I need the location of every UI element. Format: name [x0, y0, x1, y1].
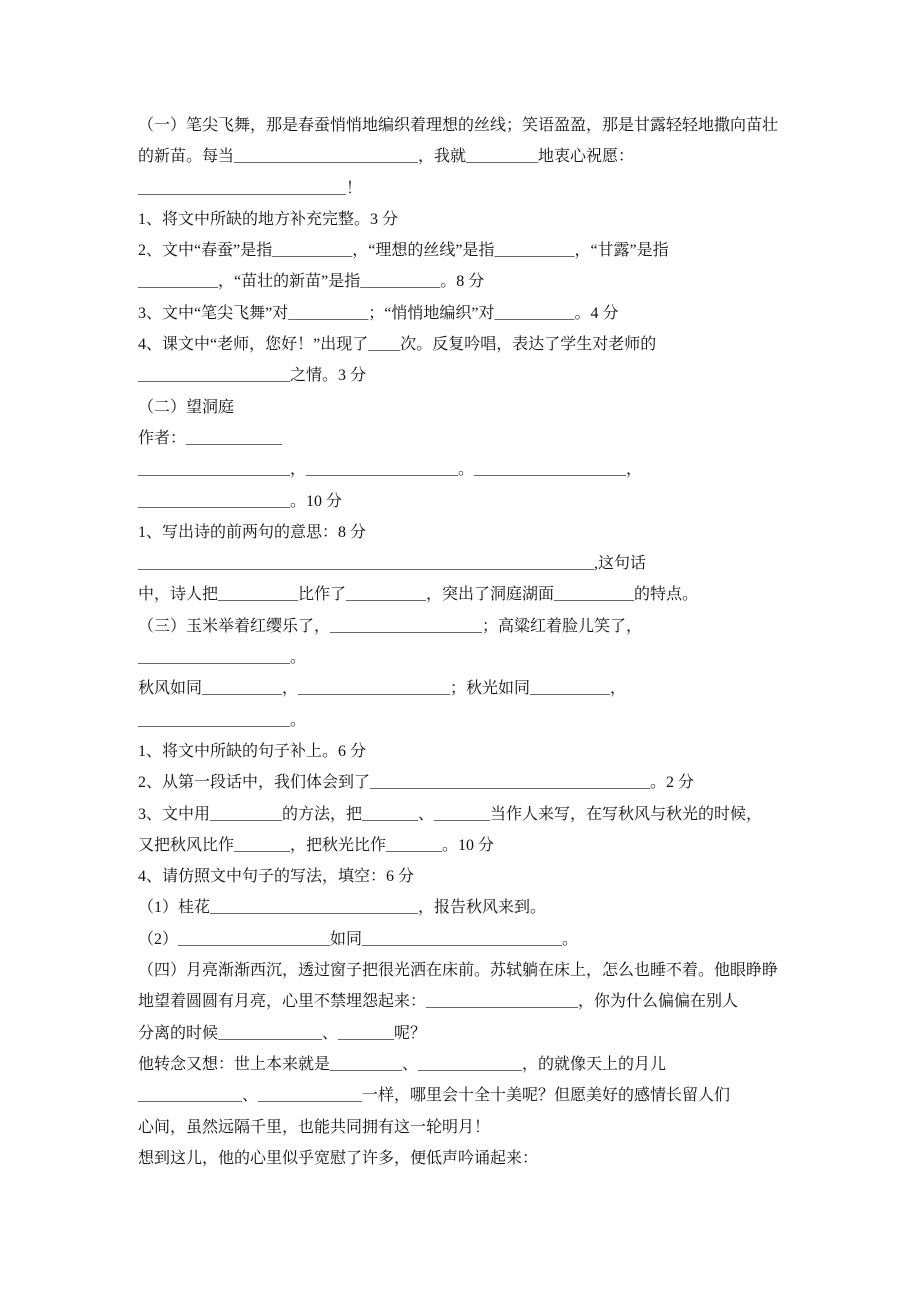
answer-blank: _______________________	[234, 148, 419, 166]
text-segment: 3、文中“笔尖飞舞”对	[138, 304, 289, 322]
answer-blank: __________	[202, 680, 283, 698]
text-segment: ！	[346, 179, 363, 197]
answer-blank: ___________________	[138, 492, 290, 510]
text-segment: 3、文中用	[138, 805, 211, 823]
text-line	[138, 238, 788, 269]
answer-blank: __________	[554, 586, 635, 604]
answer-blank: ___________________	[178, 930, 331, 948]
answer-blank: _______	[338, 1024, 395, 1042]
text-segment: 心间，虽然远隔千里，也能共同拥有这一轮明月！	[138, 1118, 491, 1136]
answer-blank: ___________________	[330, 617, 483, 635]
answer-blank: _______	[434, 805, 491, 823]
text-segment: ，“苗壮的新苗”是指	[218, 273, 361, 291]
answer-blank: ___________________	[298, 680, 451, 698]
text-line	[138, 1021, 788, 1052]
text-segment: ；秋光如同	[450, 680, 531, 698]
text-segment: ,这句话	[594, 555, 647, 573]
text-segment: 呢？	[394, 1024, 427, 1042]
text-segment: 秋风如同	[138, 680, 203, 698]
answer-blank: _________	[466, 148, 539, 166]
answer-blank: ___________________	[138, 367, 290, 385]
text-line	[138, 269, 788, 300]
text-segment: ，突出了洞庭湖面	[426, 586, 555, 604]
text-segment: 。4 分	[574, 304, 619, 322]
text-line	[138, 551, 788, 582]
text-line	[138, 1146, 788, 1177]
text-segment: 中，诗人把	[138, 586, 219, 604]
text-segment: 4、请仿照文中句子的写法，填空：6 分	[138, 868, 415, 886]
text-line	[138, 739, 788, 770]
text-segment: （1）桂花	[138, 899, 211, 917]
text-segment: 他转念又想：世上本来就是	[138, 1055, 331, 1073]
text-segment: 次。反复吟唱，表达了学生对老师的	[400, 336, 657, 354]
text-segment: （四）月亮渐渐西沉，透过窗子把很光洒在床前。苏轼躺在床上，怎么也睡不着。他眼睁睁	[138, 962, 779, 980]
text-line	[138, 958, 788, 989]
text-line	[138, 645, 788, 676]
text-segment: ，“甘露”是指	[574, 242, 669, 260]
text-segment: 分离的时候	[138, 1024, 219, 1042]
text-segment: 1、将文中所缺的地方补充完整。3 分	[138, 210, 399, 228]
answer-blank: __________	[530, 680, 611, 698]
answer-blank: __________________________	[210, 899, 419, 917]
text-segment: ；高粱红着脸儿笑了，	[482, 617, 643, 635]
text-line	[138, 833, 788, 864]
text-segment: 1、将文中所缺的句子补上。6 分	[138, 742, 367, 760]
text-segment: ，的就像天上的月儿	[522, 1055, 667, 1073]
text-segment: 比作了	[298, 586, 347, 604]
text-line	[138, 489, 788, 520]
text-segment: ；“悄悄地编织”对	[368, 304, 495, 322]
text-segment: 4、课文中“老师，您好！”出现了	[138, 336, 369, 354]
text-segment: 地望着圆圆有月亮，心里不禁埋怨起来：	[138, 993, 427, 1011]
answer-blank: ___________________	[138, 461, 290, 479]
text-line	[138, 582, 788, 613]
answer-blank: __________	[346, 586, 427, 604]
answer-blank: ____________	[186, 429, 283, 447]
answer-blank: ___________________	[138, 649, 290, 667]
text-segment: 如同	[330, 930, 363, 948]
answer-blank: ___________________	[138, 711, 290, 729]
text-segment: ，	[626, 461, 643, 479]
text-segment: ，我就	[418, 148, 467, 166]
text-line	[138, 520, 788, 551]
text-segment: 一样，哪里会十全十美呢？但愿美好的感情长留人们	[362, 1087, 731, 1105]
answer-blank: _____________	[258, 1087, 363, 1105]
text-line	[138, 1052, 788, 1083]
text-segment: 、	[242, 1087, 259, 1105]
answer-blank: __________________________	[138, 179, 346, 197]
text-segment: （2）	[138, 930, 179, 948]
text-line	[138, 676, 788, 707]
text-line	[138, 770, 788, 801]
answer-blank: _______	[234, 836, 291, 854]
text-line	[138, 802, 788, 833]
text-segment: ，	[282, 680, 299, 698]
text-segment: 。8 分	[440, 273, 485, 291]
text-segment: 。10 分	[290, 492, 343, 510]
text-segment: 的新苗。每当	[138, 148, 235, 166]
text-segment: ，	[290, 461, 307, 479]
text-segment: ，把秋光比作	[290, 836, 387, 854]
answer-blank: ___________________	[426, 993, 579, 1011]
text-segment: ，“理想的丝线”是指	[352, 242, 495, 260]
text-line	[138, 1115, 788, 1146]
answer-blank: _________________________________________________________	[138, 555, 594, 573]
text-segment: 的方法，把	[282, 805, 363, 823]
text-line	[138, 614, 788, 645]
answer-blank: __________	[218, 586, 299, 604]
text-segment: ，你为什么偏偏在别人	[578, 993, 739, 1011]
text-segment: 。	[458, 461, 475, 479]
answer-blank: __________	[272, 242, 353, 260]
text-segment: 地衷心祝愿：	[538, 148, 635, 166]
text-line	[138, 363, 788, 394]
text-line	[138, 113, 788, 144]
answer-blank: _______	[386, 836, 443, 854]
answer-blank: _________	[330, 1055, 403, 1073]
text-segment: 。2 分	[650, 774, 695, 792]
answer-blank: ___________________	[306, 461, 459, 479]
answer-blank: __________	[360, 273, 441, 291]
answer-blank: __________	[138, 273, 218, 291]
answer-blank: ___________________	[474, 461, 627, 479]
text-line	[138, 395, 788, 426]
answer-blank: _______	[362, 805, 419, 823]
answer-blank: __________	[288, 304, 369, 322]
text-segment: 、	[418, 805, 435, 823]
text-segment: 、	[322, 1024, 339, 1042]
text-segment: 。10 分	[442, 836, 495, 854]
text-line	[138, 457, 788, 488]
answer-blank: _____________	[138, 1087, 242, 1105]
text-segment: （一）笔尖飞舞，那是春蚕悄悄地编织着理想的丝线；笑语盈盈，那是甘露轻轻地撒向苗壮	[138, 117, 779, 134]
text-line	[138, 1083, 788, 1114]
answer-blank: ___________________________________	[370, 774, 651, 792]
text-segment: 想到这儿，他的心里似乎宽慰了许多，便低声吟诵起来：	[138, 1149, 539, 1167]
answer-blank: ____	[368, 336, 401, 354]
text-line	[138, 708, 788, 739]
text-segment: 之情。3 分	[290, 367, 367, 385]
text-line	[138, 176, 788, 207]
text-line	[138, 144, 788, 175]
text-line	[138, 426, 788, 457]
text-line	[138, 989, 788, 1020]
answer-blank: __________	[494, 304, 575, 322]
text-segment: （三）玉米举着红缨乐了，	[138, 617, 331, 635]
answer-blank: _____________	[418, 1055, 523, 1073]
text-segment: 2、文中“春蚕”是指	[138, 242, 273, 260]
answer-blank: __________	[494, 242, 575, 260]
text-segment: （二）望洞庭	[138, 398, 235, 416]
text-segment: ，报告秋风来到。	[418, 899, 547, 917]
text-line	[138, 332, 788, 363]
text-segment: 。	[290, 649, 307, 667]
text-segment: 当作人来写，在写秋风与秋光的时候，	[490, 805, 763, 823]
text-line	[138, 927, 788, 958]
text-line	[138, 864, 788, 895]
text-line	[138, 895, 788, 926]
answer-blank: _________	[210, 805, 283, 823]
text-segment: 2、从第一段话中，我们体会到了	[138, 774, 371, 792]
text-segment: 作者：	[138, 429, 187, 447]
text-segment: 、	[402, 1055, 419, 1073]
exam-document	[138, 113, 788, 1177]
answer-blank: _____________	[218, 1024, 323, 1042]
text-segment: 又把秋风比作	[138, 836, 235, 854]
text-line	[138, 301, 788, 332]
text-segment: 1、写出诗的前两句的意思：8 分	[138, 523, 367, 541]
text-segment: ，	[610, 680, 627, 698]
text-segment: 。	[290, 711, 307, 729]
text-segment: 。	[562, 930, 579, 948]
answer-blank: _________________________	[362, 930, 563, 948]
text-segment: 的特点。	[634, 586, 699, 604]
text-line	[138, 207, 788, 238]
